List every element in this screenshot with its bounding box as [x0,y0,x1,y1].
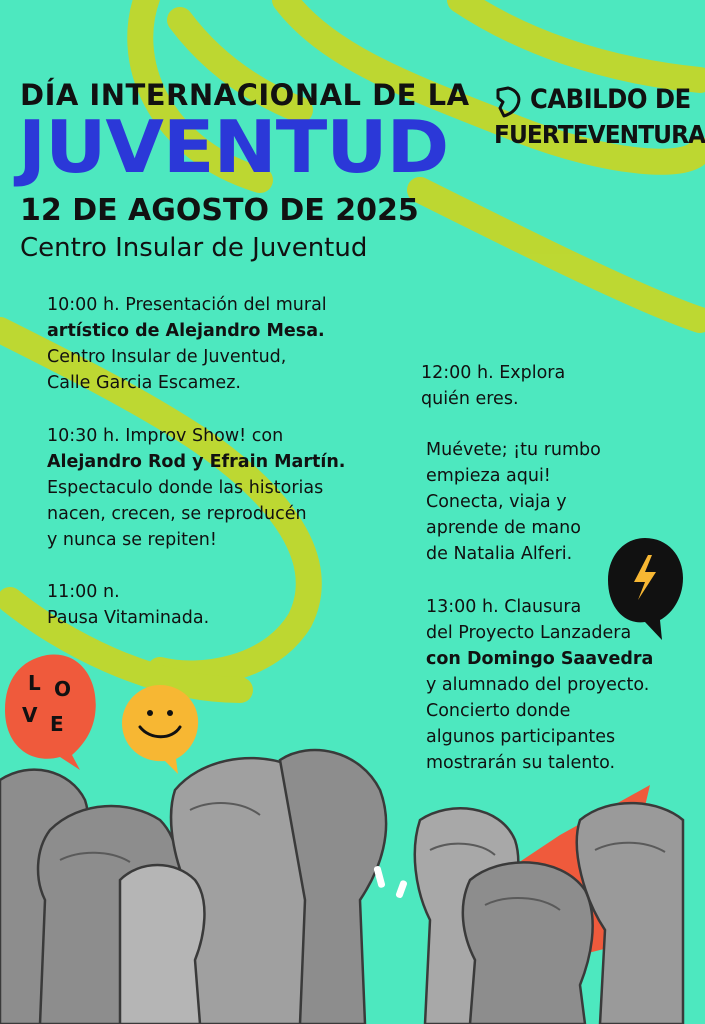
schedule-line: algunos participantes [426,727,616,747]
event-venue: Centro Insular de Juventud [20,233,368,263]
event-title-main: JUVENTUD [18,105,449,189]
schedule-line: Concierto donde [426,701,571,721]
love-letter-l: L [28,671,41,695]
logo-text-line1: CABILDO DE [530,84,691,115]
schedule-line: Calle Garcia Escamez. [47,373,241,393]
schedule-line: 11:00 n. [47,582,120,602]
schedule-line: y alumnado del proyecto. [426,675,650,695]
schedule-item-explora-detail [426,437,601,567]
schedule-line: artístico de Alejandro Mesa. [47,321,325,341]
schedule-line: Espectaculo donde las historias [47,478,324,498]
schedule-line: Alejandro Rod y Efrain Martín. [47,452,346,472]
love-letter-v: V [22,703,38,727]
schedule-line: Conecta, viaja y [426,492,567,512]
schedule-line: y nunca se repiten! [47,530,217,550]
schedule-line: con Domingo Saavedra [426,649,654,669]
schedule-line: de Natalia Alferi. [426,544,573,564]
schedule-item-1030 [47,423,345,553]
schedule-item-1200 [421,360,565,412]
schedule-line: nacen, crecen, se reproducén [47,504,307,524]
love-letter-o: O [54,677,72,701]
schedule-line: empieza aqui! [426,466,551,486]
schedule-item-1300 [426,594,653,776]
schedule-line: 12:00 h. Explora [421,363,566,383]
schedule-line: aprende de mano [426,518,581,538]
smiley-face-icon [122,685,198,774]
love-letter-e: E [50,712,64,736]
event-date: 12 DE AGOSTO DE 2025 [20,193,419,228]
schedule-line: Pausa Vitaminada. [47,608,210,628]
logo-text-line2: FUERTEVENTURA [494,120,705,149]
schedule-line: 10:30 h. Improv Show! con [47,426,284,446]
schedule-line: del Proyecto Lanzadera [426,623,632,643]
schedule-line: 13:00 h. Clausura [426,597,582,617]
event-title-line1: DÍA INTERNACIONAL DE LA [20,78,470,112]
schedule-line: quién eres. [421,389,519,409]
schedule-line: 10:00 h. Presentación del mural [47,295,327,315]
schedule-line: mostrarán su talento. [426,753,616,773]
fuerteventura-island-icon [494,86,524,118]
schedule-line: Muévete; ¡tu rumbo [426,440,601,460]
schedule-item-1000 [47,292,327,396]
schedule-line: Centro Insular de Juventud, [47,347,287,367]
schedule-item-1100 [47,579,209,631]
